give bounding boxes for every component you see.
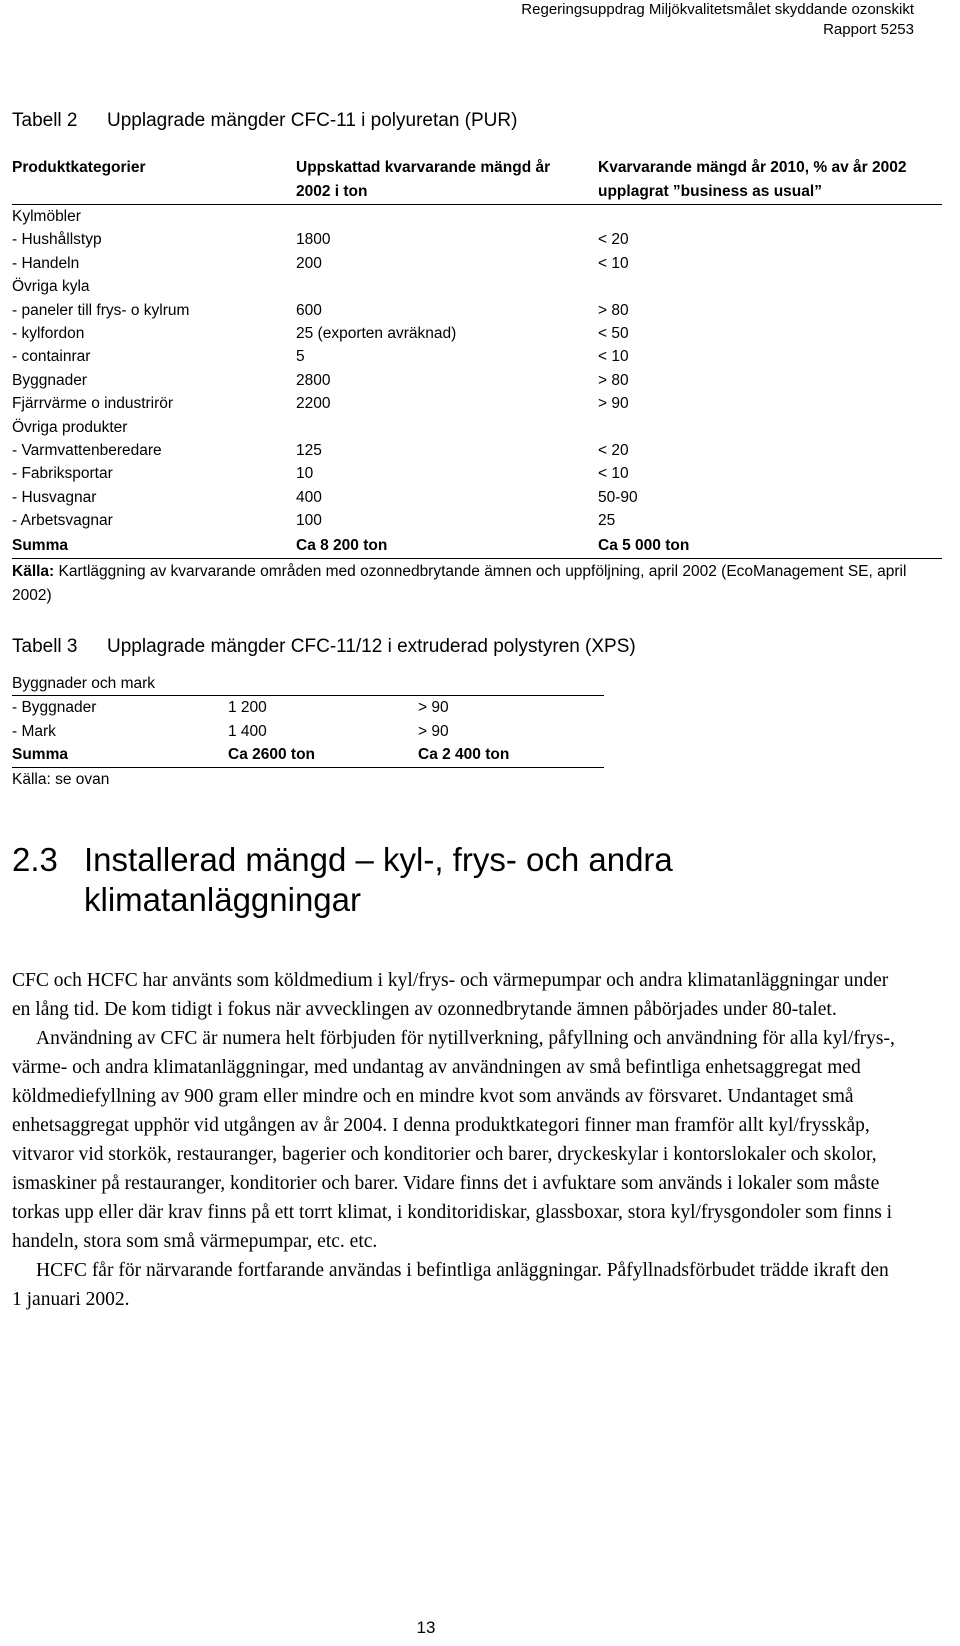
table3-group-label: Byggnader och mark [12, 672, 604, 696]
table2-cell: 2800 [296, 371, 331, 389]
table2-cell: < 10 [598, 465, 629, 483]
table2-row [12, 299, 942, 322]
table3-cell: 1 400 [228, 722, 267, 740]
table3-group-row [12, 672, 604, 696]
table2-number: Tabell 2 [12, 110, 78, 131]
table2-cell: - paneler till frys- o kylrum [12, 301, 190, 319]
table2-row [12, 205, 942, 229]
table2-cell: Byggnader [12, 371, 87, 389]
table2-row [12, 392, 942, 415]
table2-source [12, 558, 942, 608]
table2-cell: - Varmvattenberedare [12, 442, 162, 460]
table3-number: Tabell 3 [12, 636, 78, 657]
table3-sum-remaining: Ca 2 400 ton [418, 743, 604, 767]
table3-sum-row [12, 743, 604, 767]
table2-cell [598, 275, 942, 298]
table2-header-remaining-2010: Kvarvarande mängd år 2010, % av år 2002 upplagrat ”business as usual” [598, 156, 942, 205]
paragraph-2: Användning av CFC är numera helt förbjuden för nytillverkning, påfyllning och användning för alla kyl/frys-, värme- och andra klimatanläggningar, med undantag av användningen av små befintliga enhetsaggregat med köldmediefyllning av 900 gram eller mindre och en mindre kvot som används av försvaret. Undantaget små enhetsaggregat upphör vid utgången av år 2004. I denna produktkategori finner man framför allt kyl/frysskåp, vitvaror vid storkök, restauranger, bagerier och konditorier och barer, dryckeskylar i kontorslokaler och skolor, ismaskiner på restauranger, konditorier och barer. Vidare finns det i avfuktare som används i lokaler som måste torkas upp eller där krav finns på ett torrt klimat, i konditoridiskar, glassboxar, stora kyl/frysgondoler som finns i handeln, stora som små värmepumpar, etc. etc. [12, 1028, 895, 1252]
table3-row [12, 696, 604, 720]
table2-cell: Övriga kyla [12, 278, 90, 296]
page-header [521, 0, 914, 40]
table3-title: Upplagrade mängder CFC-11/12 i extruderad polystyren (XPS) [107, 636, 636, 657]
table2-cell: - kylfordon [12, 325, 85, 343]
table2-source-row [12, 558, 942, 608]
table2-cell: 100 [296, 512, 322, 530]
table3-caption [12, 636, 636, 658]
table3-source-row [12, 767, 604, 791]
table3-cell: > 90 [418, 722, 449, 740]
table2-cell: 2200 [296, 395, 331, 413]
table3-cell: 1 200 [228, 699, 267, 717]
table2-row [12, 462, 942, 485]
table3-cell: - Byggnader [12, 699, 97, 717]
table2-cell: > 90 [598, 395, 629, 413]
table2-cell: - Arbetsvagnar [12, 512, 113, 530]
table2-cell: - Hushållstyp [12, 231, 102, 249]
table3-cell: > 90 [418, 699, 449, 717]
table2-caption [12, 110, 518, 132]
table3 [12, 672, 604, 791]
table2-cell: < 50 [598, 325, 629, 343]
table2-cell [598, 416, 942, 439]
table2-cell: 600 [296, 301, 322, 319]
table2-row [12, 416, 942, 439]
table2-sum-2002: Ca 8 200 ton [296, 533, 598, 559]
table2-cell: Fjärrvärme o industrirör [12, 395, 174, 413]
table3-row [12, 720, 604, 743]
table2-cell: - containrar [12, 348, 91, 366]
table2-row [12, 345, 942, 368]
table2-source-text: Kartläggning av kvarvarande områden med ozonnedbrytande ämnen och uppföljning, april 2002 (EcoManagement SE, april 2002) [12, 562, 907, 604]
paragraph-3: HCFC får för närvarande fortfarande användas i befintliga anläggningar. Påfyllnadsförbudet trädde ikraft den 1 januari 2002. [12, 1260, 889, 1310]
table2-row [12, 509, 942, 532]
table2-cell: - Fabriksportar [12, 465, 113, 483]
table2-cell: 125 [296, 442, 322, 460]
table2-sum-2010: Ca 5 000 ton [598, 533, 942, 559]
table2-row [12, 252, 942, 275]
table2-header-amount-2002: Uppskattad kvarvarande mängd år 2002 i ton [296, 156, 598, 205]
table2-cell: 5 [296, 348, 305, 366]
section-number: 2.3 [12, 841, 58, 878]
table3-source: Källa: se ovan [12, 770, 110, 788]
table2-row [12, 322, 942, 345]
table2-row [12, 486, 942, 509]
table2-cell [296, 275, 598, 298]
table2-header-category: Produktkategorier [12, 156, 296, 205]
table2-cell: Övriga produkter [12, 418, 128, 436]
table2-cell: 25 [598, 512, 616, 530]
table2-cell: 50-90 [598, 488, 638, 506]
table2-sum-label: Summa [12, 533, 296, 559]
table2-cell: < 10 [598, 254, 629, 272]
table2-cell [598, 205, 942, 229]
table2-cell: - Husvagnar [12, 488, 97, 506]
table2-cell: 1800 [296, 231, 331, 249]
table2-cell: - Handeln [12, 254, 80, 272]
table2-header-row [12, 156, 942, 205]
table2-cell: Kylmöbler [12, 208, 81, 225]
table2-row [12, 228, 942, 251]
table2-cell: < 20 [598, 442, 629, 460]
table2-cell: > 80 [598, 301, 629, 319]
body-text [12, 966, 902, 1314]
table2-row [12, 275, 942, 298]
table2-row [12, 439, 942, 462]
table2-source-label: Källa: [12, 562, 55, 580]
table2-cell: 200 [296, 254, 322, 272]
table2-cell [296, 205, 598, 229]
table2-row [12, 369, 942, 392]
table3-cell: - Mark [12, 722, 56, 740]
table3-sum-label: Summa [12, 743, 228, 767]
table2-cell: < 20 [598, 231, 629, 249]
page-number: 13 [416, 1618, 436, 1637]
table2-cell [296, 416, 598, 439]
table2-title: Upplagrade mängder CFC-11 i polyuretan (PUR) [107, 110, 518, 131]
table2-cell: 10 [296, 465, 314, 483]
table2-cell: 400 [296, 488, 322, 506]
table3-sum-amount: Ca 2600 ton [228, 743, 418, 767]
table2-cell: < 10 [598, 348, 629, 366]
table2-sum-row [12, 533, 942, 559]
section-title: Installerad mängd – kyl-, frys- och andra klimatanläggningar [84, 841, 673, 918]
header-report-number: Rapport 5253 [823, 21, 914, 38]
table2 [12, 156, 942, 608]
paragraph-1: CFC och HCFC har använts som köldmedium i kyl/frys- och värmepumpar och andra klimatanläggningar under en lång tid. De kom tidigt i fokus när avvecklingen av ozonnedbrytande ämnen påbörjades under 80-talet. [12, 970, 889, 1020]
table2-cell: 25 (exporten avräknad) [296, 325, 457, 343]
table2-cell: > 80 [598, 371, 629, 389]
header-report-title: Regeringsuppdrag Miljökvalitetsmålet skyddande ozonskikt [521, 1, 914, 18]
